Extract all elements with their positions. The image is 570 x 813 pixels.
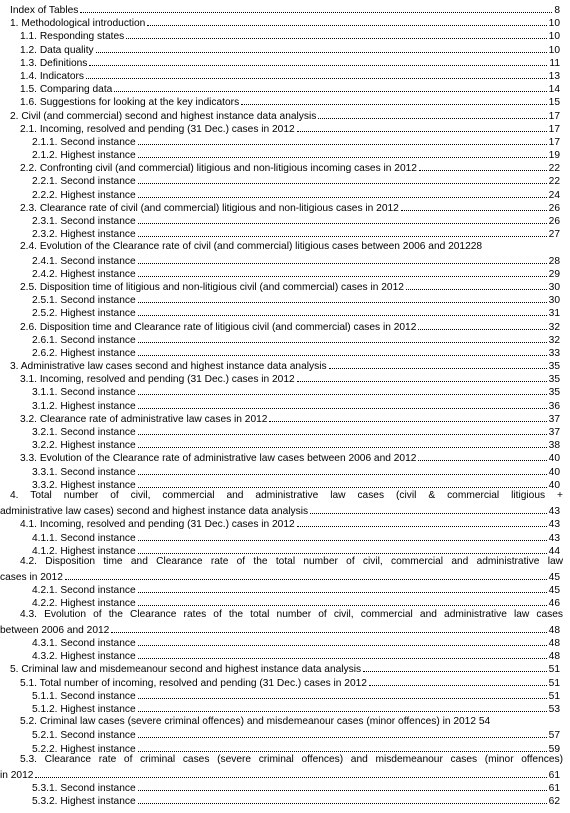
toc-entry-page-number: 45 bbox=[548, 585, 560, 597]
toc-entry[interactable] bbox=[0, 278, 570, 291]
dot-leader bbox=[406, 278, 547, 290]
toc-entry[interactable] bbox=[0, 1, 570, 14]
toc-entry[interactable] bbox=[0, 779, 570, 795]
toc-entry-label: 4.3.1. Second instance bbox=[32, 638, 136, 650]
toc-entry-label: 2. Civil (and commercial) second and highest instance data analysis bbox=[10, 110, 317, 122]
toc-entry-label: 3.3.2. Highest instance bbox=[32, 479, 136, 491]
toc-entry[interactable] bbox=[0, 199, 570, 212]
toc-entry-label: 3. Administrative law cases second and highest instance data analysis bbox=[10, 361, 327, 373]
dot-leader bbox=[138, 383, 547, 395]
toc-entry[interactable] bbox=[0, 318, 570, 331]
toc-entry-label: 2.2.2. Highest instance bbox=[32, 189, 136, 201]
toc-entry-page-number: 11 bbox=[549, 57, 560, 69]
toc-entry[interactable] bbox=[0, 67, 570, 80]
dot-leader bbox=[138, 252, 547, 264]
toc-entry-page-number: 15 bbox=[548, 97, 560, 109]
dot-leader bbox=[138, 594, 547, 606]
dot-leader bbox=[419, 159, 547, 171]
toc-entry-label: Index of Tables bbox=[10, 5, 79, 16]
toc-entry[interactable] bbox=[0, 713, 570, 726]
toc-entry[interactable] bbox=[0, 107, 570, 120]
toc-entry[interactable] bbox=[0, 370, 570, 386]
toc-entry[interactable] bbox=[0, 660, 570, 676]
dot-leader bbox=[318, 107, 546, 119]
dot-leader bbox=[138, 133, 547, 145]
toc-entry-label: 4. Total number of civil, commercial and administrative law cases (civil & commercial litigious + bbox=[10, 489, 563, 501]
dot-leader bbox=[35, 766, 546, 778]
dot-leader bbox=[297, 370, 547, 382]
toc-entry-label-continued: cases in 2012 bbox=[0, 572, 63, 584]
toc-entry-page-number: 40 bbox=[548, 479, 560, 491]
dot-leader bbox=[138, 212, 547, 224]
dot-leader bbox=[138, 463, 547, 475]
toc-entry-label: 3.2.1. Second instance bbox=[32, 427, 136, 438]
dot-leader bbox=[138, 581, 547, 593]
toc-entry-label: 2.2. Confronting civil (and commercial) litigious and non-litigious incoming cases in 2012 bbox=[20, 163, 417, 175]
toc-entry-page-number: 35 bbox=[548, 387, 560, 399]
toc-entry-label: 5.2.1. Second instance bbox=[32, 730, 136, 742]
toc-entry-page-number: 61 bbox=[548, 769, 560, 781]
toc-entry[interactable] bbox=[0, 476, 570, 489]
toc-entry-page-number: 37 bbox=[548, 427, 560, 438]
toc-entry[interactable] bbox=[0, 634, 570, 650]
toc-entry-label: 5.3. Clearance rate of criminal cases (severe criminal offences) and misdemeanour cases (minor offences) bbox=[20, 753, 563, 765]
toc-entry-label: 4.1.1. Second instance bbox=[32, 532, 136, 544]
toc-entry-label: 4.2.1. Second instance bbox=[32, 585, 136, 597]
toc-entry-label: 2.1. Incoming, resolved and pending (31 Dec.) cases in 2012 bbox=[20, 123, 295, 135]
toc-entry[interactable] bbox=[0, 252, 570, 265]
toc-entry[interactable] bbox=[0, 674, 570, 687]
toc-entry[interactable] bbox=[0, 792, 570, 808]
toc-entry-page-number: 14 bbox=[548, 84, 560, 96]
toc-entry-page-number: 22 bbox=[548, 163, 560, 175]
toc-entry-label: 3.2. Clearance rate of administrative law cases in 2012 bbox=[20, 413, 268, 425]
dot-leader bbox=[138, 225, 547, 237]
toc-entry-page-number: 43 bbox=[548, 506, 560, 518]
toc-entry-page-number: 17 bbox=[548, 136, 560, 148]
dot-leader bbox=[138, 687, 547, 699]
toc-entry[interactable] bbox=[0, 542, 570, 555]
dot-leader bbox=[138, 647, 547, 659]
toc-entry-label: 3.1. Incoming, resolved and pending (31 Dec.) cases in 2012 bbox=[20, 374, 295, 386]
toc-entry-label: 4.2.2. Highest instance bbox=[32, 598, 136, 610]
dot-leader bbox=[418, 318, 546, 330]
toc-entry[interactable] bbox=[0, 186, 570, 199]
toc-entry-label: 2.3.1. Second instance bbox=[32, 216, 136, 227]
toc-entry-label: 1. Methodological introduction bbox=[10, 18, 146, 30]
toc-entry-label: 3.1.1. Second instance bbox=[32, 387, 136, 399]
dot-leader bbox=[89, 54, 547, 66]
toc-entry[interactable] bbox=[0, 331, 570, 344]
dot-leader bbox=[138, 726, 547, 738]
toc-entry-page-number: 10 bbox=[548, 44, 560, 56]
toc-entry-label: 5.3.2. Highest instance bbox=[32, 796, 136, 808]
dot-leader bbox=[269, 410, 546, 422]
toc-entry[interactable] bbox=[0, 212, 570, 225]
toc-entry-page-number: 51 bbox=[548, 664, 560, 676]
toc-entry-page-number: 48 bbox=[548, 638, 560, 650]
toc-entry-label: 2.4.1. Second instance bbox=[32, 255, 136, 267]
toc-entry-label: 4.1.2. Highest instance bbox=[32, 545, 136, 557]
toc-entry-page-number: 32 bbox=[548, 334, 560, 346]
dot-leader bbox=[138, 331, 547, 343]
toc-entry-page-number: 10 bbox=[548, 18, 560, 30]
toc-entry-page-number: 35 bbox=[548, 361, 560, 373]
toc-entry-page-number: 51 bbox=[548, 677, 560, 689]
toc-entry-label: 5. Criminal law and misdemeanour second and highest instance data analysis bbox=[10, 664, 362, 676]
toc-entry-page-number: 53 bbox=[548, 703, 560, 715]
dot-leader bbox=[138, 792, 547, 804]
toc-entry[interactable] bbox=[0, 700, 570, 713]
toc-entry[interactable] bbox=[0, 357, 570, 373]
toc-entry[interactable] bbox=[0, 344, 570, 357]
toc-entry-label: 4.1. Incoming, resolved and pending (31 Dec.) cases in 2012 bbox=[20, 519, 295, 531]
toc-entry-label: 2.6.1. Second instance bbox=[32, 334, 136, 346]
dot-leader bbox=[86, 67, 547, 79]
toc-entry[interactable] bbox=[0, 27, 570, 43]
toc-entry-page-number: 35 bbox=[548, 374, 560, 386]
toc-entry-label: 2.1.1. Second instance bbox=[32, 136, 136, 148]
dot-leader bbox=[138, 265, 547, 277]
toc-entry[interactable] bbox=[0, 594, 570, 610]
toc-entry[interactable] bbox=[0, 410, 570, 423]
dot-leader bbox=[363, 660, 547, 672]
toc-entry-page-number: 40 bbox=[548, 453, 560, 465]
toc-entry-label: 3.3. Evolution of the Clearance rate of administrative law cases between 2006 and 2012 bbox=[20, 453, 417, 465]
dot-leader bbox=[65, 568, 547, 580]
toc-entry-label: 2.4. Evolution of the Clearance rate of civil (and commercial) litigious cases between 2006 and 201228 bbox=[20, 241, 483, 253]
toc-entry-page-number: 26 bbox=[548, 202, 560, 214]
toc-entry-label: 2.3. Clearance rate of civil (and commercial) litigious and non-litigious cases in 2012 bbox=[20, 202, 399, 214]
dot-leader bbox=[418, 449, 546, 461]
toc-entry-page-number: 48 bbox=[548, 624, 560, 636]
toc-entry[interactable] bbox=[0, 463, 570, 476]
dot-leader bbox=[138, 740, 547, 752]
toc-entry-page-number: 31 bbox=[548, 308, 560, 320]
toc-entry-label-continued: in 2012 bbox=[0, 769, 34, 781]
toc-entry-label: 3.1.2. Highest instance bbox=[32, 400, 136, 412]
toc-entry-page-number: 19 bbox=[548, 150, 560, 162]
toc-entry-page-number: 24 bbox=[548, 189, 560, 201]
toc-entry[interactable] bbox=[0, 80, 570, 96]
toc-entry-label: 4.3. Evolution of the Clearance rates of the total number of civil, commercial and administrative law cases bbox=[20, 608, 563, 620]
toc-entry-label: 2.4.2. Highest instance bbox=[32, 268, 136, 280]
toc-entry[interactable] bbox=[0, 726, 570, 742]
toc-entry-page-number: 8 bbox=[554, 5, 560, 16]
toc-entry-page-number: 45 bbox=[548, 572, 560, 584]
toc-entry-label: 2.5. Disposition time of litigious and non-litigious civil (and commercial) cases in 2012 bbox=[20, 281, 404, 293]
toc-entry[interactable] bbox=[0, 608, 570, 634]
toc-entry-page-number: 43 bbox=[548, 519, 560, 531]
dot-leader bbox=[138, 344, 547, 356]
toc-entry-page-number: 38 bbox=[548, 440, 560, 452]
toc-entry[interactable] bbox=[0, 146, 570, 162]
toc-entry-label: 2.2.1. Second instance bbox=[32, 176, 136, 188]
toc-entry[interactable] bbox=[0, 291, 570, 307]
toc-entry-page-number: 13 bbox=[548, 70, 560, 82]
toc-entry-page-number: 22 bbox=[548, 176, 560, 188]
toc-entry[interactable] bbox=[0, 265, 570, 278]
toc-entry[interactable] bbox=[0, 54, 570, 67]
toc-entry-label: 1.5. Comparing data bbox=[20, 84, 113, 96]
toc-entry-label-continued: administrative law cases) second and highest instance data analysis bbox=[0, 506, 309, 518]
toc-entry-page-number: 10 bbox=[548, 31, 560, 43]
toc-entry-label: 4.2. Disposition time and Clearance rate of the total number of civil, commercial and administrative law bbox=[20, 555, 563, 567]
dot-leader bbox=[138, 186, 547, 198]
toc-entry[interactable] bbox=[0, 423, 570, 436]
dot-leader bbox=[96, 41, 547, 53]
dot-leader bbox=[329, 357, 547, 369]
toc-entry[interactable] bbox=[0, 93, 570, 109]
dot-leader bbox=[80, 1, 552, 13]
dot-leader bbox=[138, 529, 547, 541]
toc-entry[interactable] bbox=[0, 436, 570, 452]
toc-entry-label: 5.3.1. Second instance bbox=[32, 783, 136, 795]
dot-leader bbox=[138, 146, 547, 158]
toc-entry-label: 5.1. Total number of incoming, resolved and pending (31 Dec.) cases in 2012 bbox=[20, 677, 367, 689]
dot-leader bbox=[138, 291, 547, 303]
toc-entry-page-number: 28 bbox=[548, 255, 560, 267]
toc-entry[interactable] bbox=[0, 647, 570, 663]
toc-entry[interactable] bbox=[0, 225, 570, 241]
dot-leader bbox=[138, 634, 547, 646]
toc-entry[interactable] bbox=[0, 159, 570, 175]
dot-leader bbox=[138, 423, 547, 435]
toc-entry-page-number: 27 bbox=[548, 229, 560, 241]
toc-entry-page-number: 17 bbox=[548, 110, 560, 122]
table-of-contents bbox=[0, 1, 570, 806]
toc-entry-label: 4.3.2. Highest instance bbox=[32, 651, 136, 663]
toc-entry-page-number: 61 bbox=[548, 783, 560, 795]
toc-entry[interactable] bbox=[0, 489, 570, 518]
toc-entry-label: 2.1.2. Highest instance bbox=[32, 150, 136, 162]
toc-entry-label: 1.4. Indicators bbox=[20, 70, 84, 82]
dot-leader bbox=[126, 27, 546, 39]
toc-entry[interactable] bbox=[0, 397, 570, 410]
dot-leader bbox=[138, 779, 547, 791]
toc-entry[interactable] bbox=[0, 515, 570, 531]
toc-entry[interactable] bbox=[0, 41, 570, 54]
toc-entry-label-continued: between 2006 and 2012 bbox=[0, 624, 110, 636]
dot-leader bbox=[138, 700, 547, 712]
dot-leader bbox=[241, 93, 546, 105]
toc-entry-page-number: 51 bbox=[548, 690, 560, 702]
toc-entry-label: 2.5.1. Second instance bbox=[32, 295, 136, 307]
toc-entry-page-number: 40 bbox=[548, 466, 560, 478]
toc-entry-label: 2.6.2. Highest instance bbox=[32, 347, 136, 359]
toc-entry-page-number: 30 bbox=[548, 295, 560, 307]
dot-leader bbox=[492, 713, 558, 724]
dot-leader bbox=[138, 542, 547, 554]
dot-leader bbox=[114, 80, 546, 92]
dot-leader bbox=[401, 199, 547, 211]
toc-entry-page-number: 36 bbox=[548, 400, 560, 412]
toc-entry-page-number: 44 bbox=[548, 545, 560, 557]
dot-leader bbox=[138, 304, 547, 316]
toc-entry[interactable] bbox=[0, 687, 570, 700]
toc-entry[interactable] bbox=[0, 383, 570, 399]
toc-entry-label: 5.2.2. Highest instance bbox=[32, 743, 136, 755]
dot-leader bbox=[138, 476, 547, 488]
dot-leader bbox=[111, 621, 546, 633]
toc-entry-label: 1.2. Data quality bbox=[20, 44, 94, 56]
dot-leader bbox=[138, 397, 547, 409]
toc-entry-label: 5.1.1. Second instance bbox=[32, 690, 136, 702]
dot-leader bbox=[138, 172, 547, 184]
toc-entry-label: 5.1.2. Highest instance bbox=[32, 703, 136, 715]
toc-entry-page-number: 43 bbox=[548, 532, 560, 544]
toc-entry-label: 3.3.1. Second instance bbox=[32, 466, 136, 478]
toc-entry[interactable] bbox=[0, 740, 570, 753]
toc-entry[interactable] bbox=[0, 14, 570, 30]
toc-entry-page-number: 62 bbox=[548, 796, 560, 808]
toc-entry-page-number: 29 bbox=[548, 268, 560, 280]
toc-entry[interactable] bbox=[0, 581, 570, 597]
toc-entry[interactable] bbox=[0, 555, 570, 584]
toc-entry-label: 1.3. Definitions bbox=[20, 57, 88, 69]
toc-entry[interactable] bbox=[0, 238, 570, 251]
toc-entry-page-number: 57 bbox=[548, 730, 560, 742]
toc-entry-page-number: 30 bbox=[548, 281, 560, 293]
toc-entry-label: 3.2.2. Highest instance bbox=[32, 440, 136, 452]
toc-entry-page-number: 46 bbox=[548, 598, 560, 610]
toc-entry-label: 1.1. Responding states bbox=[20, 31, 125, 43]
toc-entry-label: 1.6. Suggestions for looking at the key indicators bbox=[20, 97, 240, 109]
toc-entry-page-number: 17 bbox=[548, 123, 560, 135]
toc-entry[interactable] bbox=[0, 133, 570, 146]
dot-leader bbox=[369, 674, 547, 686]
toc-entry[interactable] bbox=[0, 304, 570, 320]
toc-entry-label: 2.3.2. Highest instance bbox=[32, 229, 136, 241]
toc-entry-page-number: 48 bbox=[548, 651, 560, 663]
dot-leader bbox=[297, 515, 547, 527]
dot-leader bbox=[138, 436, 547, 448]
dot-leader bbox=[297, 120, 547, 132]
toc-entry[interactable] bbox=[0, 529, 570, 542]
toc-entry-page-number: 59 bbox=[548, 743, 560, 755]
dot-leader bbox=[147, 14, 546, 26]
toc-entry[interactable] bbox=[0, 172, 570, 188]
toc-entry-label: 2.6. Disposition time and Clearance rate of litigious civil (and commercial) cases in 2012 bbox=[20, 321, 417, 333]
toc-entry-label: 2.5.2. Highest instance bbox=[32, 308, 136, 320]
toc-entry-page-number: 32 bbox=[548, 321, 560, 333]
toc-entry[interactable] bbox=[0, 120, 570, 133]
toc-entry[interactable] bbox=[0, 449, 570, 465]
toc-entry-page-number: 37 bbox=[548, 413, 560, 425]
toc-entry-page-number: 26 bbox=[548, 216, 560, 227]
toc-entry-page-number: 33 bbox=[548, 347, 560, 359]
dot-leader bbox=[310, 502, 547, 514]
toc-entry-label: 5.2. Criminal law cases (severe criminal offences) and misdemeanour cases (minor offences) in 2012 54 bbox=[20, 716, 491, 728]
dot-leader bbox=[484, 238, 558, 249]
toc-entry[interactable] bbox=[0, 753, 570, 779]
